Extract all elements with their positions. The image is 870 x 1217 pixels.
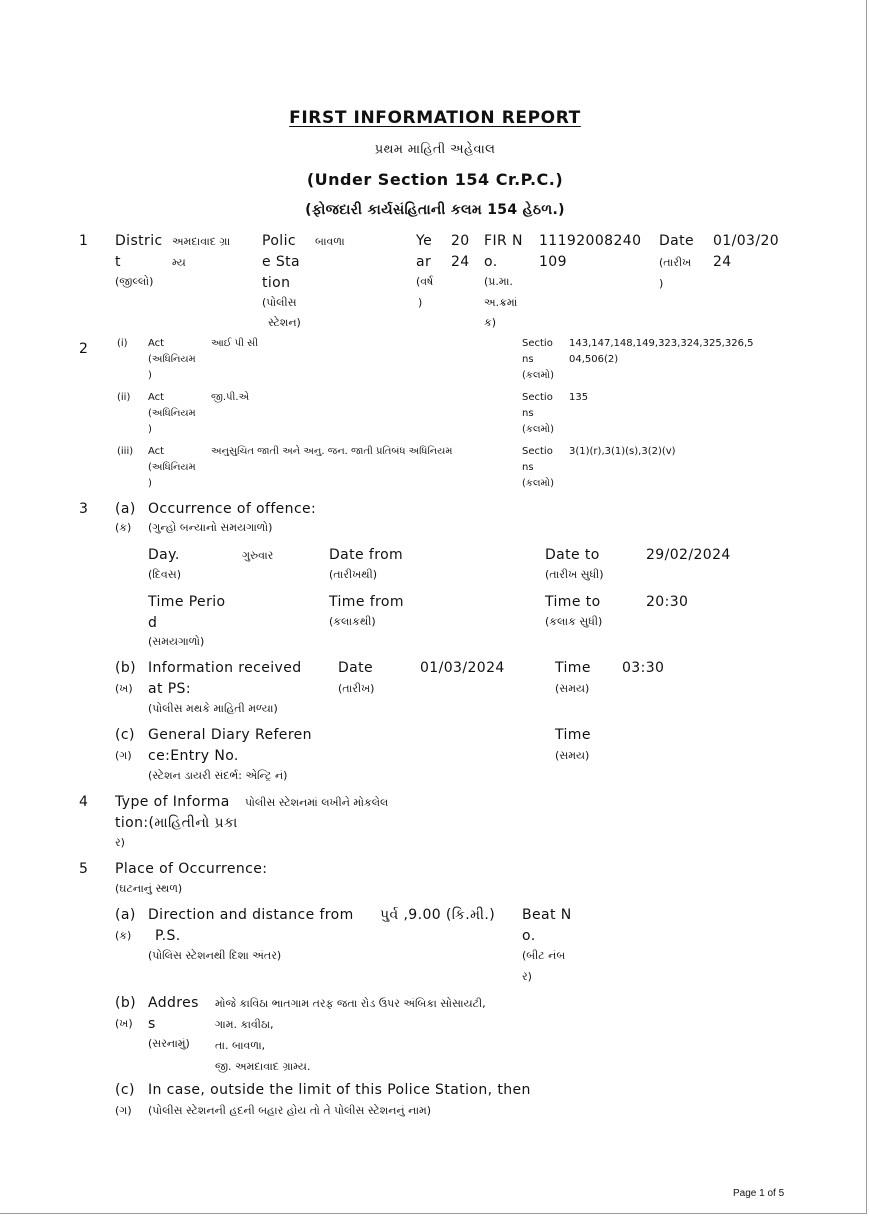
time-period-label-gujarati: (સમયગાળો) [148,635,205,648]
diary-time-label-gujarati: (સમય) [555,749,590,762]
date-value: 24 [713,254,732,270]
section-number: 1 [79,233,89,249]
information-received-label-gujarati: (પોલીસ મથકે માહિતી મળ્યા) [148,702,278,715]
address-value: મોજે કાવિઠા ભાતગામ તરફ જતા રોડ ઉપર અંબિકા સોસાયટી, [215,997,486,1010]
occurrence-title: Occurrence of offence: [148,501,317,517]
sections-label: Sectio [522,446,553,457]
information-received-label: Information received [148,660,302,676]
direction-distance-label-gujarati: (પોલિસ સ્ટેશનથી દિશા અંતર) [148,949,282,962]
police-station-label: tion [262,275,291,291]
act-label-gujarati: ) [148,478,152,489]
date-label-gujarati: ) [659,277,664,290]
date-to-value: 29/02/2024 [646,547,731,563]
act-label-gujarati: (અધિનિયમ [148,462,196,473]
district-value: મ્ય [172,256,186,269]
received-date-label-gujarati: (તારીખ) [338,682,375,695]
act-index: (ii) [117,392,131,403]
report-subtitle-gujarati: (ફોજદારી કાર્યસંહિતાની કલમ 154 હેઠળ.) [305,202,565,218]
report-subtitle: (Under Section 154 Cr.P.C.) [306,170,564,189]
information-type-label: ર) [115,836,125,849]
information-type-label: tion:(માહિતીનો પ્રકા [115,815,238,831]
date-label: Date [659,233,695,249]
fir-number-value: 109 [539,254,567,270]
section-number: 5 [79,861,89,877]
date-from-label: Date from [329,547,404,563]
outside-limit-label: In case, outside the limit of this Police Station, then [148,1082,531,1098]
sections-value: 04,506(2) [569,354,619,365]
subsection-index: (b) [115,995,137,1011]
fir-number-label-gujarati: ક) [484,316,497,329]
date-to-label-gujarati: (તારીખ સુધી) [545,568,604,581]
received-date-label: Date [338,660,374,676]
beat-number-label: o. [522,928,536,944]
subsection-index: (c) [115,727,135,743]
general-diary-label-gujarati: (સ્ટેશન ડાયરી સંદર્ભ: એન્ટ્રિ નં) [148,769,288,782]
general-diary-label: General Diary Referen [148,727,312,743]
police-station-value: બાવળા [315,235,345,248]
district-label-gujarati: (જીલ્લો) [115,275,154,288]
received-date-value: 01/03/2024 [420,660,505,676]
fir-number-label: FIR N [484,233,523,249]
address-value: તા. બાવળા, [215,1039,266,1052]
fir-number-label-gujarati: (પ્ર.મા. [484,275,513,288]
sections-value: 3(1)(r),3(1)(s),3(2)(v) [569,446,676,457]
year-value: 24 [451,254,470,270]
section-number: 3 [79,501,89,517]
district-value: અમદાવાદ ગ્રા [172,235,231,248]
act-label-gujarati: ) [148,424,152,435]
address-label: Addres [148,995,199,1011]
subsection-index-gujarati: (ખ) [115,682,133,695]
act-value: જી.પી.એ [211,392,250,403]
general-diary-label: ce:Entry No. [148,748,239,764]
direction-distance-value: પુર્વ ,9.00 (કિ.મી.) [380,907,496,923]
act-label: Act [148,338,165,349]
time-to-label-gujarati: (કલાક સુધી) [545,615,603,628]
date-from-label-gujarati: (તારીખથી) [329,568,378,581]
fir-number-label-gujarati: અ.ક્રમાં [484,296,518,309]
act-index: (iii) [117,446,134,457]
beat-number-label: Beat N [522,907,572,923]
information-type-label: Type of Informa [115,794,230,810]
address-label-gujarati: (સરનામું) [148,1037,190,1050]
year-label: ar [416,254,432,270]
subsection-index-gujarati: (ગ) [115,749,132,762]
subsection-index: (c) [115,1082,135,1098]
sections-label: ns [522,354,534,365]
act-value: આઈ પી સી [211,338,259,349]
act-label-gujarati: ) [148,370,152,381]
time-from-label-gujarati: (કલાકથી) [329,615,376,628]
place-of-occurrence-title: Place of Occurrence: [115,861,268,877]
day-value: ગુરુવાર [242,549,274,562]
information-received-label: at PS: [148,681,191,697]
beat-number-label-gujarati: ર) [522,970,532,983]
subsection-index: (b) [115,660,137,676]
received-time-label-gujarati: (સમય) [555,682,590,695]
time-period-label: d [148,615,158,631]
police-station-label: Polic [262,233,296,249]
sections-value: 135 [569,392,589,403]
act-label-gujarati: (અધિનિયમ [148,408,196,419]
year-value: 20 [451,233,470,249]
place-of-occurrence-title-gujarati: (ઘટનાનું સ્થળ) [115,882,183,895]
subsection-index-gujarati: (ખ) [115,1017,133,1030]
report-title-gujarati: પ્રથમ માહિતી અહેવાલ [374,142,496,157]
section-number: 2 [79,341,89,357]
date-value: 01/03/20 [713,233,780,249]
subsection-index: (a) [115,501,136,517]
subsection-index-gujarati: (ક) [115,521,132,534]
address-value: ગામ. કાવીઠા, [215,1018,274,1031]
sections-label: Sectio [522,392,553,403]
sections-label: ns [522,462,534,473]
act-index: (i) [117,338,128,349]
act-label: Act [148,446,165,457]
fir-number-value: 11192008240 [539,233,642,249]
sections-label: Sectio [522,338,553,349]
subsection-index-gujarati: (ક) [115,929,132,942]
address-value: જી. અમદાવાદ ગ્રામ્ય. [215,1060,311,1073]
act-value: અનુસુચિત જાતી અને અનુ. જન. જાતી પ્રતિબંધ અધિનિયમ [211,446,453,457]
year-label: Ye [416,233,433,249]
received-time-label: Time [555,660,591,676]
year-label-gujarati: ) [418,296,423,309]
sections-label-gujarati: (કલમો) [522,424,554,435]
direction-distance-label: Direction and distance from [148,907,354,923]
police-station-label: e Sta [262,254,301,270]
sections-label-gujarati: (કલમો) [522,370,554,381]
police-station-label-gujarati: (પોલીસ [262,296,297,309]
year-label-gujarati: (વર્ષ [416,275,434,288]
time-period-label: Time Perio [148,594,226,610]
diary-time-label: Time [555,727,591,743]
fir-number-label: o. [484,254,498,270]
received-time-value: 03:30 [622,660,665,676]
outside-limit-label-gujarati: (પોલીસ સ્ટેશનની હદની બહાર હોય તો તે પોલીસ સ્ટેશનનું નામ) [148,1104,432,1117]
page-number: Page 1 of 5 [733,1188,785,1199]
time-to-label: Time to [545,594,601,610]
district-label: Distric [115,233,163,249]
day-label-gujarati: (દિવસ) [148,568,181,581]
report-title: FIRST INFORMATION REPORT [289,108,581,128]
subsection-index: (a) [115,907,136,923]
day-label: Day. [148,547,180,563]
police-station-label-gujarati: સ્ટેશન) [268,316,301,329]
address-label: s [148,1016,156,1032]
date-to-label: Date to [545,547,600,563]
occurrence-title-gujarati: (ગુન્હો બન્યાનો સમયગાળો) [148,521,273,534]
district-label: t [115,254,121,270]
section-number: 4 [79,794,89,810]
subsection-index-gujarati: (ગ) [115,1104,132,1117]
act-label-gujarati: (અધિનિયમ [148,354,196,365]
time-from-label: Time from [329,594,404,610]
date-label-gujarati: (તારીખ [659,256,692,269]
time-to-value: 20:30 [646,594,689,610]
information-type-value: પોલીસ સ્ટેશનમાં લખીને મોકલેલ [245,796,389,809]
sections-label-gujarati: (કલમો) [522,478,554,489]
beat-number-label-gujarati: (બીટ નંબ [522,949,566,962]
sections-value: 143,147,148,149,323,324,325,326,5 [569,338,754,349]
direction-distance-label: P.S. [155,928,181,944]
sections-label: ns [522,408,534,419]
act-label: Act [148,392,165,403]
